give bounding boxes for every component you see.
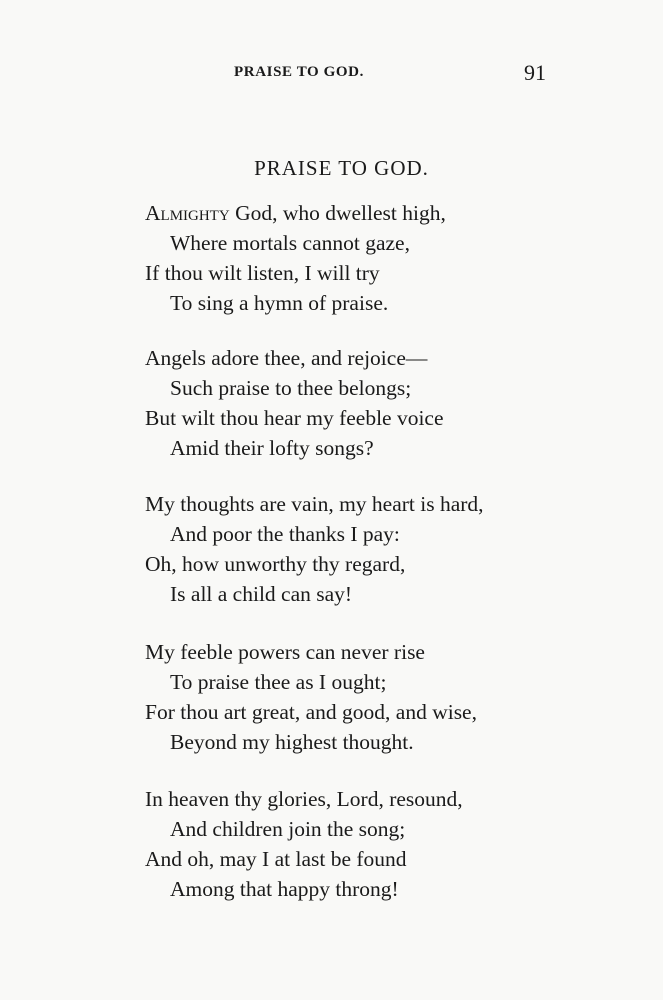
poem-line: Oh, how unworthy thy regard, bbox=[145, 552, 406, 576]
poem-line: My feeble powers can never rise bbox=[145, 640, 425, 664]
stanza-4 bbox=[145, 637, 625, 757]
poem-line: Beyond my highest thought. bbox=[170, 730, 414, 754]
poem-title: PRAISE TO GOD. bbox=[254, 156, 429, 180]
poem-line: Angels adore thee, and rejoice— bbox=[145, 346, 428, 370]
stanza-1 bbox=[145, 198, 625, 318]
poem-line: Such praise to thee belongs; bbox=[170, 376, 412, 400]
poem-line bbox=[145, 198, 625, 228]
poem-line: To praise thee as I ought; bbox=[170, 670, 387, 694]
poem-line: My thoughts are vain, my heart is hard, bbox=[145, 492, 484, 516]
poem-line: Where mortals cannot gaze, bbox=[170, 231, 410, 255]
running-title: PRAISE TO GOD. bbox=[234, 64, 364, 80]
stanza-3 bbox=[145, 489, 625, 609]
first-word: Almighty bbox=[145, 201, 230, 225]
poem-line: Is all a child can say! bbox=[170, 582, 353, 606]
poem-line: But wilt thou hear my feeble voice bbox=[145, 406, 444, 430]
poem-line: And oh, may I at last be found bbox=[145, 847, 407, 871]
poem-line: And children join the song; bbox=[170, 817, 406, 841]
poem-line: To sing a hymn of praise. bbox=[170, 291, 389, 315]
line-text: God, who dwellest high, bbox=[229, 201, 446, 225]
poem-line: In heaven thy glories, Lord, resound, bbox=[145, 787, 463, 811]
poem-line: And poor the thanks I pay: bbox=[170, 522, 400, 546]
poem-line: Amid their lofty songs? bbox=[170, 436, 374, 460]
running-header bbox=[0, 60, 663, 90]
poem-line: For thou art great, and good, and wise, bbox=[145, 700, 477, 724]
poem-line: If thou wilt listen, I will try bbox=[145, 261, 380, 285]
page-number: 91 bbox=[524, 60, 546, 85]
poem-line: Among that happy throng! bbox=[170, 877, 399, 901]
stanza-2 bbox=[145, 343, 625, 463]
stanza-5 bbox=[145, 784, 625, 904]
